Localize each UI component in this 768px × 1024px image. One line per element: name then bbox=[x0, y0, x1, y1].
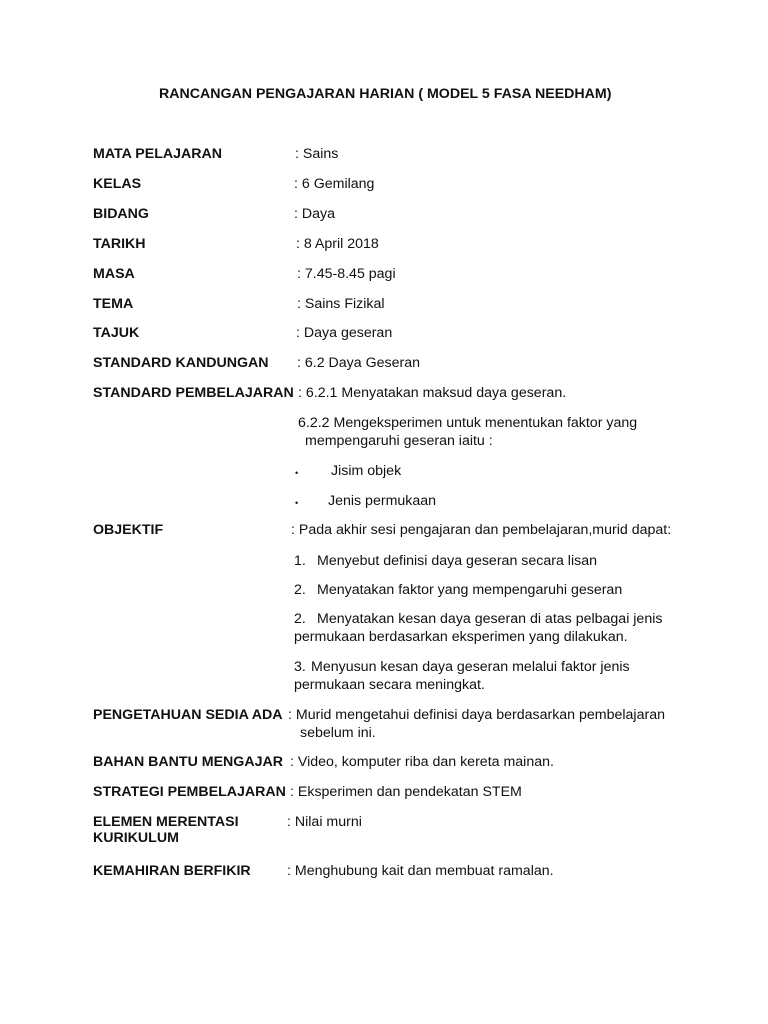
elemen-merentasi-kurikulum-label-cont: KURIKULUM bbox=[93, 830, 179, 846]
document-title: RANCANGAN PENGAJARAN HARIAN ( MODEL 5 FASA NEEDHAM) bbox=[159, 86, 612, 102]
strategi-pembelajaran-label: STRATEGI PEMBELAJARAN bbox=[93, 784, 286, 800]
mata-pelajaran-value: : Sains bbox=[295, 146, 339, 162]
objektif-item-text: Menyatakan faktor yang mempengaruhi geseran bbox=[317, 582, 623, 598]
elemen-merentasi-kurikulum-label: ELEMEN MERENTASI bbox=[93, 814, 239, 830]
strategi-pembelajaran-value: : Eksperimen dan pendekatan STEM bbox=[290, 784, 522, 800]
elemen-merentasi-kurikulum-value: : Nilai murni bbox=[287, 814, 362, 830]
tarikh-label: TARIKH bbox=[93, 236, 146, 252]
bullet-icon: • bbox=[295, 498, 299, 508]
bullet-item-jisim: Jisim objek bbox=[331, 463, 402, 479]
objektif-item-text: Menyusun kesan daya geseran melalui faktor jenis bbox=[311, 659, 630, 675]
objektif-item-text-cont: permukaan berdasarkan eksperimen yang dilakukan. bbox=[294, 629, 628, 645]
kelas-value: : 6 Gemilang bbox=[294, 176, 375, 192]
bullet-item-permukaan: Jenis permukaan bbox=[328, 493, 437, 509]
tajuk-value: : Daya geseran bbox=[296, 325, 393, 341]
standard-pembelajaran-label: STANDARD PEMBELAJARAN bbox=[93, 385, 294, 401]
objektif-item-text: Menyebut definisi daya geseran secara lisan bbox=[317, 553, 597, 569]
bahan-bantu-mengajar-label: BAHAN BANTU MENGAJAR bbox=[93, 754, 283, 770]
pengetahuan-sedia-ada-label: PENGETAHUAN SEDIA ADA bbox=[93, 707, 283, 723]
pengetahuan-sedia-ada-value: : Murid mengetahui definisi daya berdasarkan pembelajaran bbox=[288, 707, 665, 723]
objektif-value: : Pada akhir sesi pengajaran dan pembelajaran,murid dapat: bbox=[291, 522, 672, 538]
standard-pembelajaran-item2-line1: 6.2.2 Mengeksperimen untuk menentukan faktor yang bbox=[298, 415, 638, 431]
masa-label: MASA bbox=[93, 266, 135, 282]
kemahiran-berfikir-value: : Menghubung kait dan membuat ramalan. bbox=[287, 863, 554, 879]
mata-pelajaran-label: MATA PELAJARAN bbox=[93, 146, 222, 162]
objektif-item-number: 1. bbox=[294, 553, 306, 569]
objektif-item-text: Menyatakan kesan daya geseran di atas pelbagai jenis bbox=[317, 611, 663, 627]
tajuk-label: TAJUK bbox=[93, 325, 140, 341]
bidang-value: : Daya bbox=[294, 206, 336, 222]
standard-kandungan-value: : 6.2 Daya Geseran bbox=[297, 355, 421, 371]
tarikh-value: : 8 April 2018 bbox=[296, 236, 379, 252]
pengetahuan-sedia-ada-value-cont: sebelum ini. bbox=[300, 725, 376, 741]
standard-kandungan-label: STANDARD KANDUNGAN bbox=[93, 355, 269, 371]
objektif-item-text-cont: permukaan secara meningkat. bbox=[294, 677, 485, 693]
objektif-label: OBJEKTIF bbox=[93, 522, 164, 538]
bullet-icon: • bbox=[295, 468, 299, 478]
bidang-label: BIDANG bbox=[93, 206, 149, 222]
objektif-item-number: 2. bbox=[294, 582, 306, 598]
tema-value: : Sains Fizikal bbox=[297, 296, 385, 312]
standard-pembelajaran-item2-line2: mempengaruhi geseran iaitu : bbox=[305, 433, 493, 449]
bahan-bantu-mengajar-value: : Video, komputer riba dan kereta mainan. bbox=[290, 754, 554, 770]
masa-value: : 7.45-8.45 pagi bbox=[297, 266, 396, 282]
objektif-item-number: 3. bbox=[294, 659, 306, 675]
kemahiran-berfikir-label: KEMAHIRAN BERFIKIR bbox=[93, 863, 251, 879]
objektif-item-number: 2. bbox=[294, 611, 306, 627]
tema-label: TEMA bbox=[93, 296, 134, 312]
kelas-label: KELAS bbox=[93, 176, 142, 192]
standard-pembelajaran-value: : 6.2.1 Menyatakan maksud daya geseran. bbox=[298, 385, 567, 401]
